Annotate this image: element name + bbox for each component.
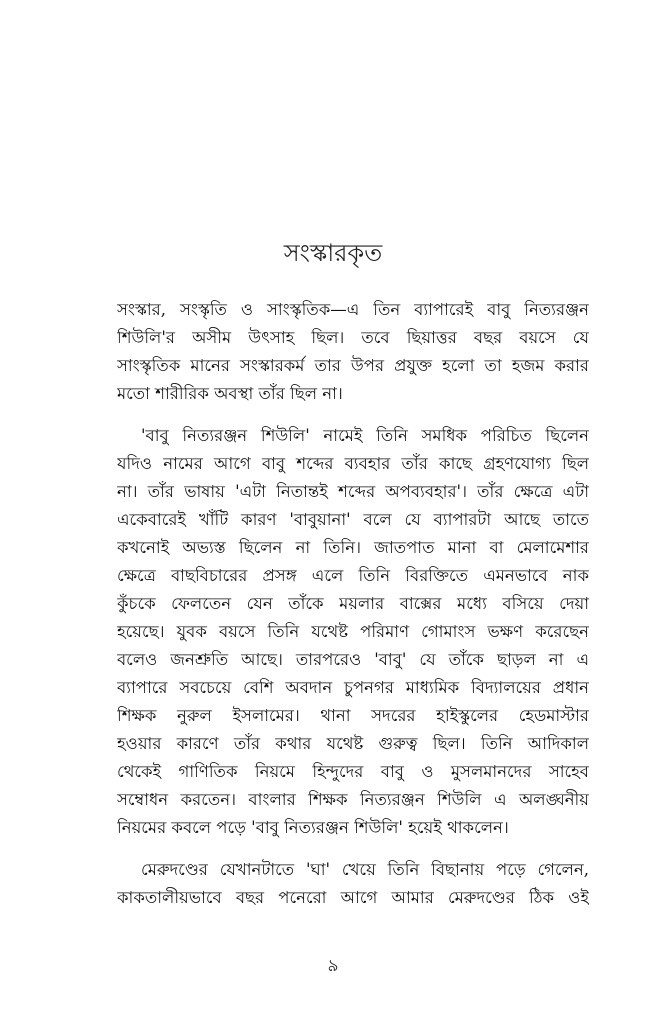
- page-number: ৯: [327, 956, 339, 976]
- paragraph-gap: [117, 842, 589, 856]
- paragraph: [117, 296, 589, 408]
- text-line: কুঁচকে ফেলতেন যেন তাঁকে ময়লার বাক্সের মধ্যে বসিয়ে দেয়া: [117, 594, 589, 613]
- text-line: ব্যাপারে সবচেয়ে বেশি অবদান চুপনগর মাধ্যমিক বিদ্যালয়ের প্রধান: [117, 678, 589, 697]
- text-line: যদিও নামের আগে বাবু শব্দের ব্যবহার তাঁর কাছে গ্রহণযোগ্য ছিল: [117, 454, 589, 473]
- text-line: থেকেই গাণিতিক নিয়মে হিন্দুদের বাবু ও মুসলমানদের সাহেব: [117, 762, 589, 781]
- text-line: বলেও জনশ্রুতি আছে। তারপরেও 'বাবু' যে তাঁকে ছাড়ল না এ: [117, 650, 589, 669]
- text-line: না। তাঁর ভাষায় 'এটা নিতান্তই শব্দের অপব্যবহার'। তাঁর ক্ষেত্রে এটা: [117, 482, 589, 501]
- text-line: হওয়ার কারণে তাঁর কথার যথেষ্ট গুরুত্ব ছিল। তিনি আদিকাল: [117, 734, 589, 753]
- text-line: মতো শারীরিক অবস্থা তাঁর ছিল না।: [117, 384, 343, 403]
- text-line: সাংস্কৃতিক মানের সংস্কারকর্ম তার উপর প্রযুক্ত হলো তা হজম করার: [117, 356, 589, 375]
- text-line: ক্ষেত্রে বাছবিচারের প্রসঙ্গ এলে তিনি বিরক্তিতে এমনভাবে নাক: [117, 566, 589, 585]
- text-line: একেবারেই খাঁটি কারণ 'বাবুয়ানা' বলে যে ব্যাপারটা আছে তাতে: [117, 510, 589, 529]
- text-line: 'বাবু নিত্যরঞ্জন শিউলি' নামেই তিনি সমধিক পরিচিত ছিলেন: [141, 426, 589, 445]
- chapter-title: সংস্কারকৃত: [283, 239, 383, 267]
- text-line: কাকতালীয়ভাবে বছর পনেরো আগে আমার মেরুদণ্ডের ঠিক ওই: [117, 888, 589, 907]
- text-line: হয়েছে। যুবক বয়সে তিনি যথেষ্ট পরিমাণ গোমাংস ভক্ষণ করেছেন: [117, 622, 589, 641]
- paragraph: [117, 856, 589, 912]
- text-line: শিউলি'র অসীম উৎসাহ ছিল। তবে ছিয়াত্তর বছর বয়সে যে: [117, 328, 589, 347]
- text-line: সম্বোধন করতেন। বাংলার শিক্ষক নিত্যরঞ্জন শিউলি এ অলঙ্ঘনীয়: [117, 790, 589, 809]
- body-text: [117, 296, 589, 912]
- paragraph: [117, 422, 589, 842]
- paragraph-gap: [117, 408, 589, 422]
- text-line: কখনোই অভ্যস্ত ছিলেন না তিনি। জাতপাত মানা বা মেলামেশার: [117, 538, 589, 557]
- text-line: শিক্ষক নুরুল ইসলামের। থানা সদরের হাইস্কুলের হেডমাস্টার: [117, 706, 589, 725]
- text-line: সংস্কার, সংস্কৃতি ও সাংস্কৃতিক—এ তিন ব্যাপারেই বাবু নিত্যরঞ্জন: [117, 300, 589, 319]
- text-line: মেরুদণ্ডের যেখানটাতে 'ঘা' খেয়ে তিনি বিছানায় পড়ে গেলেন,: [141, 860, 589, 879]
- text-line: নিয়মের কবলে পড়ে 'বাবু নিত্যরঞ্জন শিউলি' হয়েই থাকলেন।: [117, 818, 509, 837]
